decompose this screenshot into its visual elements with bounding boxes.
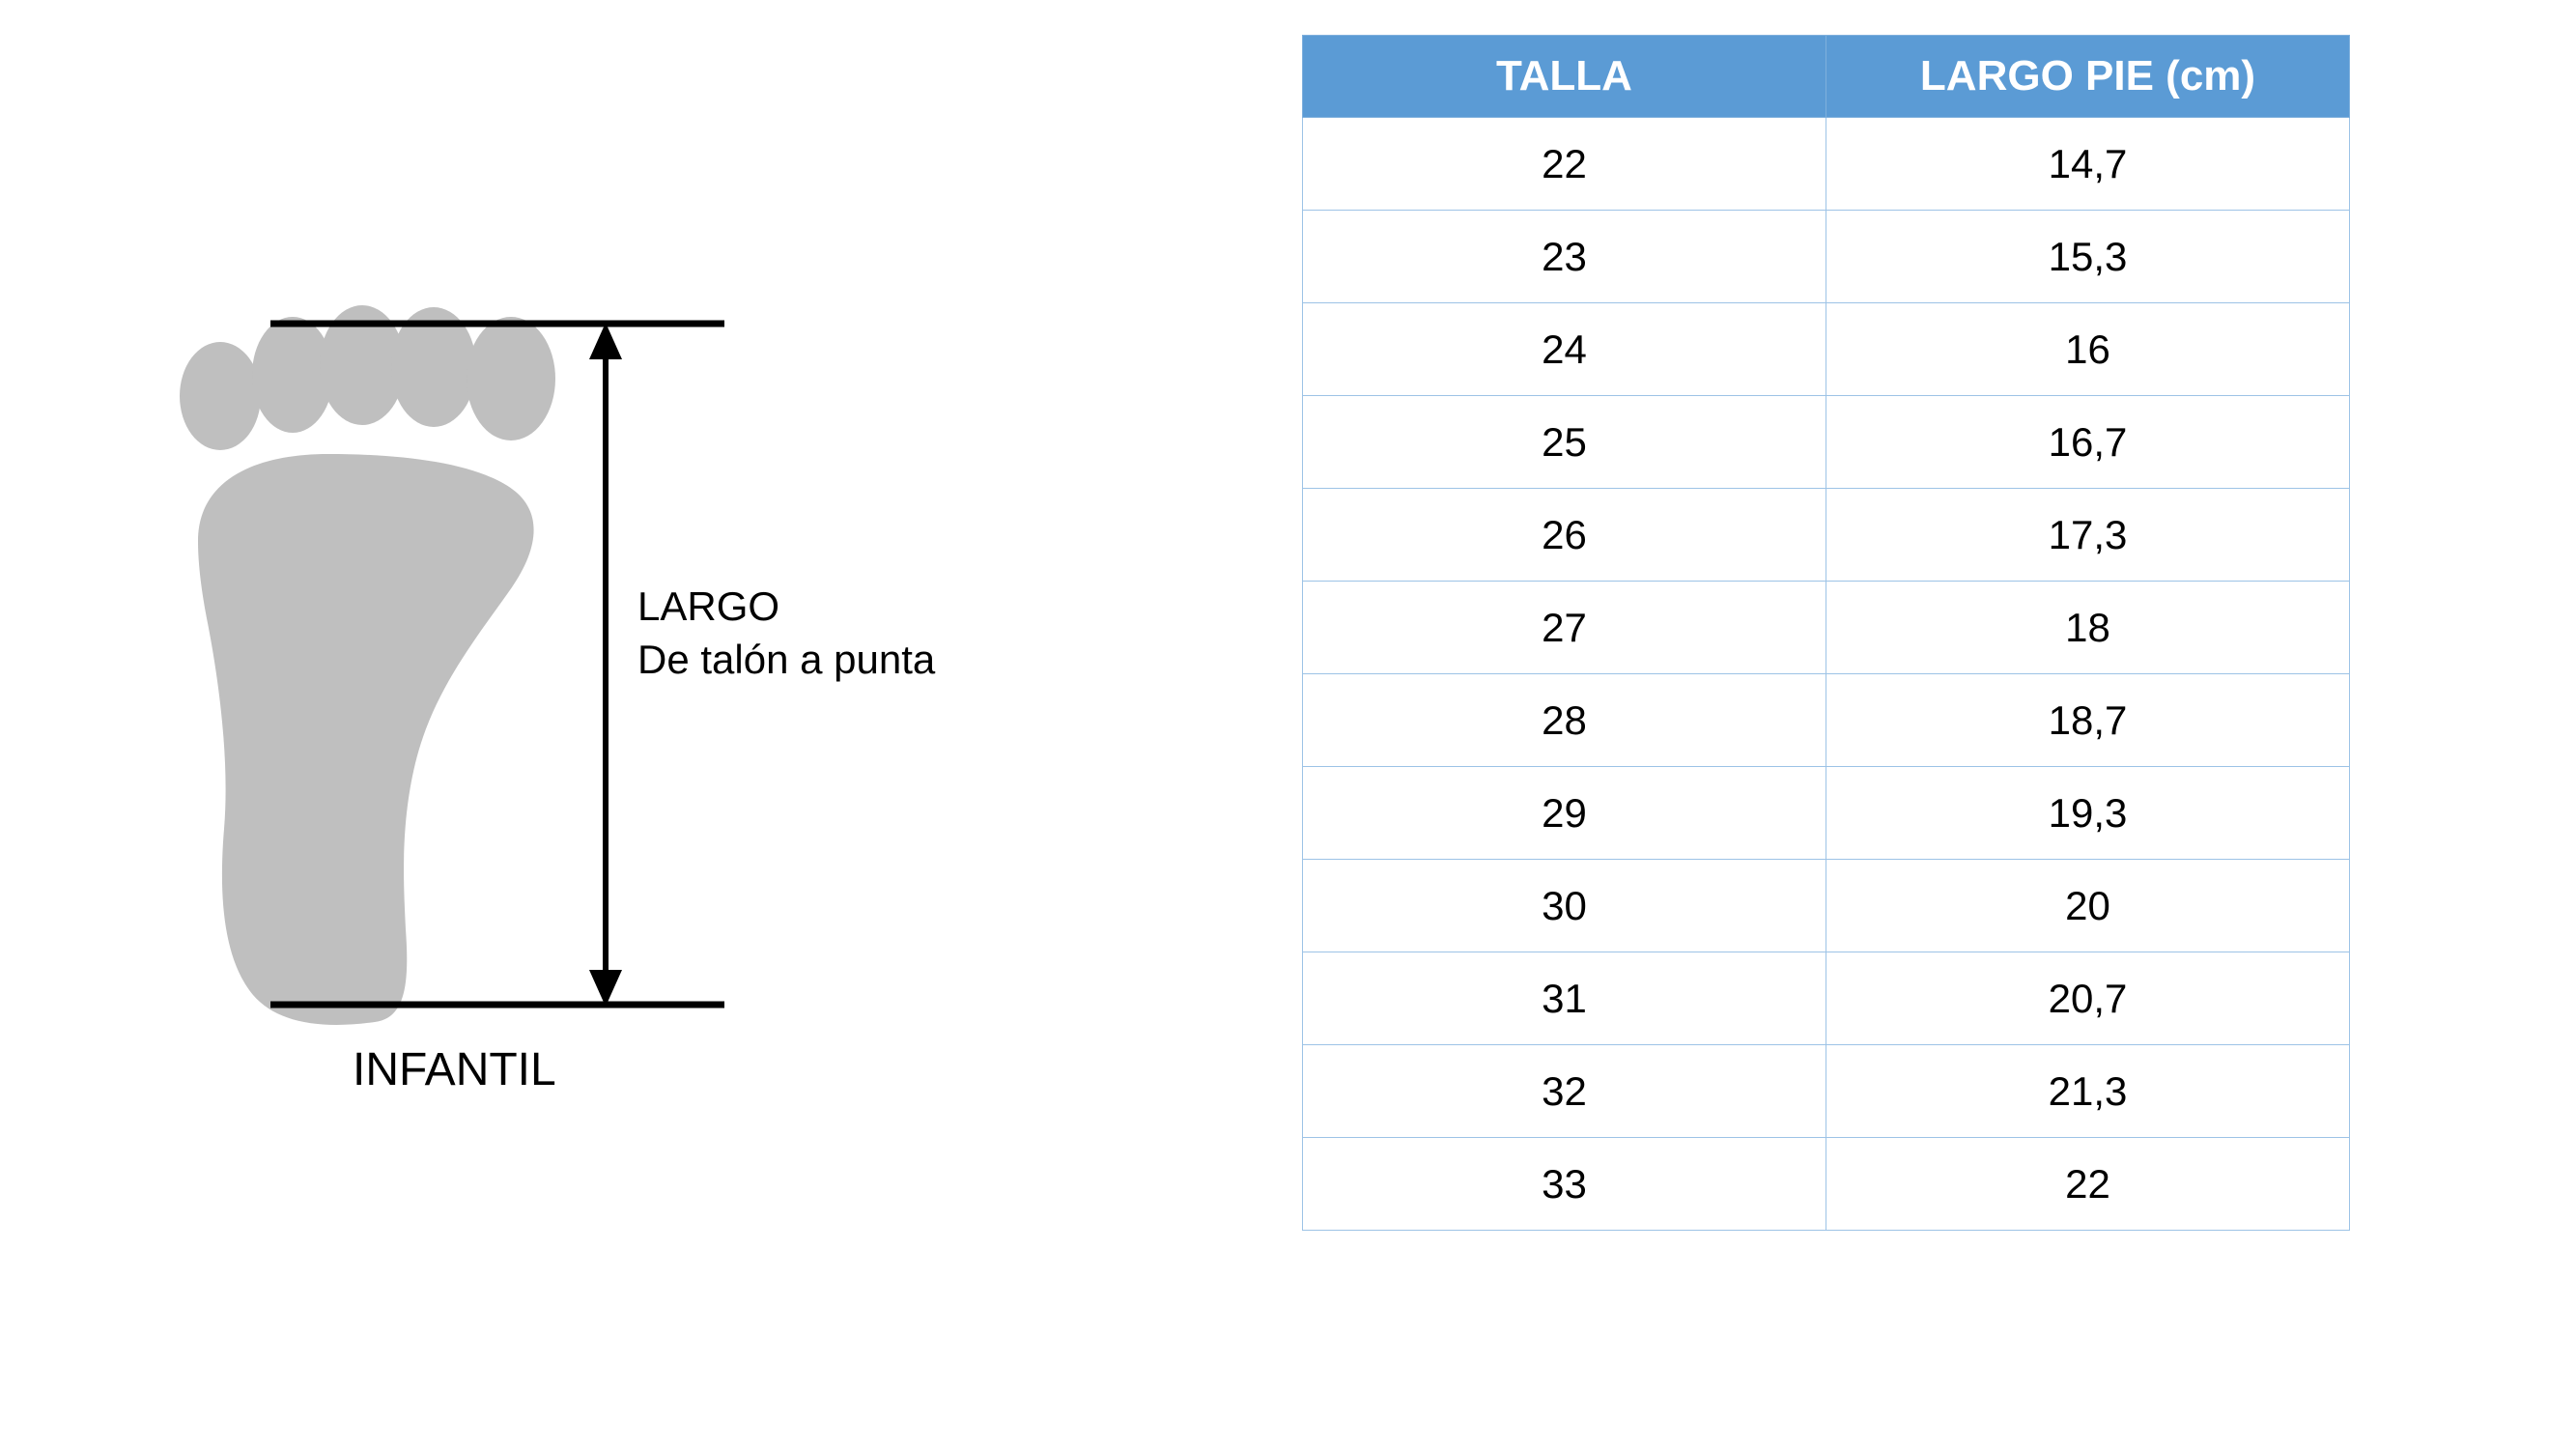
category-label: INFANTIL [353,1044,556,1095]
table-row [1303,489,2350,582]
table-row [1303,303,2350,396]
table-row [1303,674,2350,767]
cell-talla: 24 [1303,303,1826,396]
cell-largo: 18,7 [1826,674,2350,767]
foot-measurement-diagram [0,0,1256,1352]
table-row [1303,211,2350,303]
cell-talla: 29 [1303,767,1826,860]
cell-largo: 17,3 [1826,489,2350,582]
cell-talla: 28 [1303,674,1826,767]
cell-talla: 22 [1303,118,1826,211]
cell-talla: 25 [1303,396,1826,489]
size-chart-container [1302,35,2350,1231]
cell-largo: 20,7 [1826,952,2350,1045]
cell-largo: 18 [1826,582,2350,674]
cell-talla: 30 [1303,860,1826,952]
length-dimension-arrow [589,323,622,1007]
table-row [1303,1138,2350,1231]
table-row [1303,396,2350,489]
table-row [1303,118,2350,211]
table-row [1303,952,2350,1045]
cell-largo: 22 [1826,1138,2350,1231]
cell-talla: 33 [1303,1138,1826,1231]
length-label-title: LARGO [637,583,780,629]
table-row [1303,767,2350,860]
cell-talla: 27 [1303,582,1826,674]
cell-talla: 26 [1303,489,1826,582]
cell-talla: 31 [1303,952,1826,1045]
cell-largo: 21,3 [1826,1045,2350,1138]
cell-largo: 19,3 [1826,767,2350,860]
table-header-row [1303,36,2350,118]
column-header-largo-pie: LARGO PIE (cm) [1826,36,2350,118]
cell-largo: 16,7 [1826,396,2350,489]
foot-outline-illustration [0,0,1256,1352]
cell-talla: 32 [1303,1045,1826,1138]
cell-talla: 23 [1303,211,1826,303]
foot-sole-shape [198,454,534,1025]
cell-largo: 14,7 [1826,118,2350,211]
length-label [637,580,935,687]
column-header-talla: TALLA [1303,36,1826,118]
cell-largo: 16 [1826,303,2350,396]
table-row [1303,860,2350,952]
cell-largo: 15,3 [1826,211,2350,303]
cell-largo: 20 [1826,860,2350,952]
table-row [1303,1045,2350,1138]
length-label-subtitle: De talón a punta [637,637,936,683]
size-chart-table [1302,35,2350,1231]
table-row [1303,582,2350,674]
